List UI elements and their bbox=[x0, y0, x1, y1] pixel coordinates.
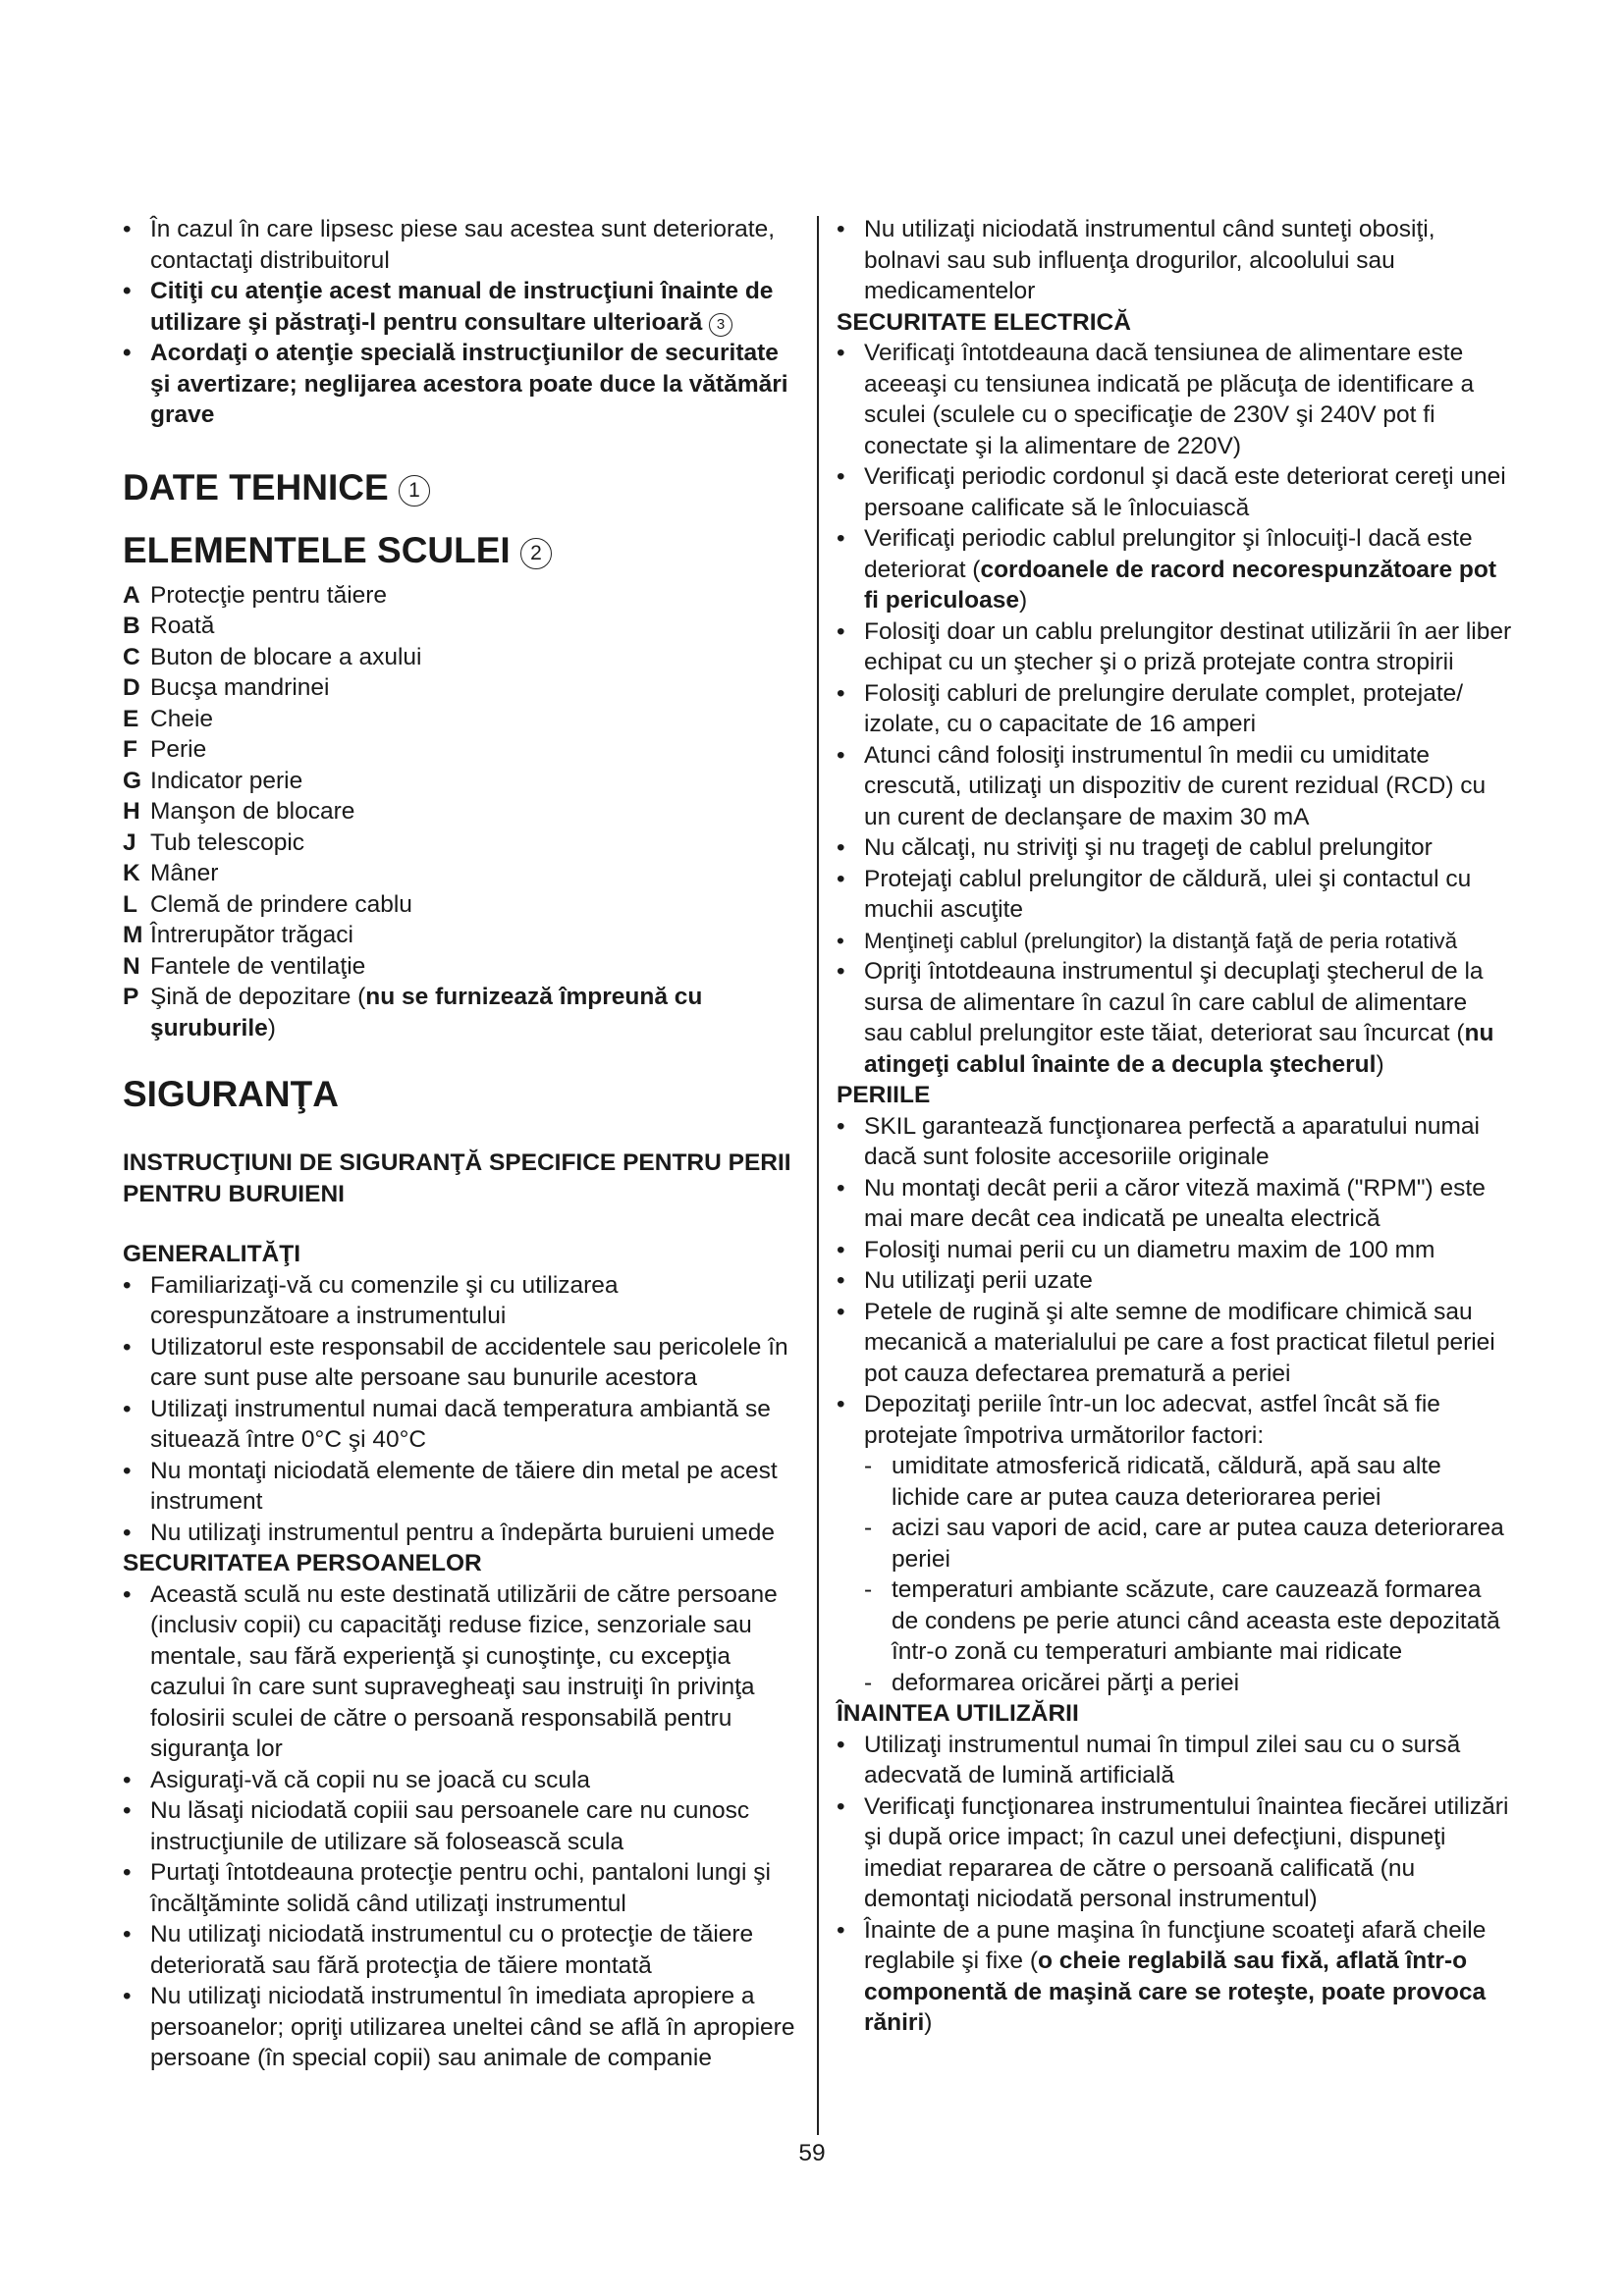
list-item: • Verificaţi periodic cordonul şi dacă este deteriorat cereţi unei persoane calificate să le înlocuiască bbox=[837, 461, 1512, 523]
list-item: • Nu utilizaţi niciodată instrumentul când sunteţi obosiţi, bolnavi sau sub influenţa drogurilor, alcoolului sau medicamentelor bbox=[837, 214, 1512, 307]
list-item: • Utilizaţi instrumentul numai în timpul zilei sau cu o sursă adecvată de lumină artificială bbox=[837, 1730, 1512, 1791]
before-use-heading: ÎNAINTEA UTILIZĂRII bbox=[837, 1700, 1079, 1727]
element-item: B Roată bbox=[123, 613, 215, 639]
element-item: F Perie bbox=[123, 736, 207, 763]
element-item: H Manşon de blocare bbox=[123, 798, 355, 825]
general-list bbox=[123, 1270, 800, 1549]
list-item: • Acordaţi o atenţie specială instrucţiunilor de securitate şi avertizare; neglijarea acestora poate duce la vătămări grave bbox=[123, 338, 800, 431]
list-item: • Nu lăsaţi niciodată copiii sau persoanele care nu cunosc instrucţiunile de utilizare să folosească scula bbox=[123, 1795, 800, 1857]
list-item: • Utilizaţi instrumentul numai dacă temperatura ambiantă se situează între 0°C şi 40°C bbox=[123, 1394, 800, 1456]
list-item: • Purtaţi întotdeauna protecţie pentru ochi, pantaloni lungi şi încălţăminte solidă când utilizaţi instrumentul bbox=[123, 1857, 800, 1919]
element-item: E Cheie bbox=[123, 705, 214, 732]
element-item: L Clemă de prindere cablu bbox=[123, 890, 412, 918]
element-item: K Mâner bbox=[123, 860, 219, 886]
personal-safety-list bbox=[123, 1579, 800, 2074]
right-column bbox=[837, 214, 1512, 2039]
list-item: • Petele de rugină şi alte semne de modificare chimică sau mecanică a materialului pe care a fost practicat filetul periei pot cauza defectarea prematură a periei bbox=[837, 1297, 1512, 1390]
list-item: • Această sculă nu este destinată utilizării de către persoane (inclusiv copii) cu capacităţi reduse fizice, senzoriale sau mentale, sau fără experienţă şi cunoştinţe, cu excepţia cazului în care sunt supravegheaţi sau instruiţi în privinţa folosirii sculei de către o persoană responsabilă pentru siguranţa lor bbox=[123, 1579, 800, 1765]
list-item: - acizi sau vapori de acid, care ar putea cauza deteriorarea periei bbox=[864, 1513, 1512, 1575]
list-item: • Înainte de a pune maşina în funcţiune scoateţi afară cheile reglabile şi fixe (o cheie reglabilă sau fixă, aflată într-o componentă de maşină care se roteşte, poate provoca răniri) bbox=[837, 1915, 1512, 2039]
list-item: • Citiţi cu atenţie acest manual de instrucţiuni înainte de utilizare şi păstraţi-l pentru consultare ulterioară 3 bbox=[123, 276, 800, 338]
element-item: D Bucşa mandrinei bbox=[123, 674, 330, 701]
list-item: • Folosiţi doar un cablu prelungitor destinat utilizării în aer liber echipat cu un ştecher şi o priză protejate contra stropirii bbox=[837, 616, 1512, 678]
list-item: • Verificaţi periodic cablul prelungitor şi înlocuiţi-l dacă este deteriorat (cordoanele de racord necorespunzătoare pot fi periculoase) bbox=[837, 523, 1512, 616]
safety-subheading: INSTRUCŢIUNI DE SIGURANŢĂ SPECIFICE PENTRU PERII PENTRU BURUIENI bbox=[123, 1149, 791, 1207]
list-item: • Verificaţi funcţionarea instrumentului înaintea fiecărei utilizări şi după orice impact; în cazul unei defecţiuni, dispuneţi imediat repararea de către o persoană calificată (nu demontaţi niciodată personal instrumentul) bbox=[837, 1791, 1512, 1915]
list-item: • În cazul în care lipsesc piese sau acestea sunt deteriorate, contactaţi distribuitorul bbox=[123, 214, 800, 276]
before-use-list bbox=[837, 1730, 1512, 2039]
list-item: • SKIL garantează funcţionarea perfectă a aparatului numai dacă sunt folosite accesoriile originale bbox=[837, 1111, 1512, 1173]
list-item: • Atunci când folosiţi instrumentul în medii cu umiditate crescută, utilizaţi un dispozitiv de curent rezidual (RCD) cu un curent de declanşare de maxim 30 mA bbox=[837, 740, 1512, 833]
safety-heading: SIGURANŢA bbox=[123, 1074, 339, 1114]
list-item: • Utilizatorul este responsabil de accidentele sau pericolele în care sunt puse alte persoane sau bunurile acestora bbox=[123, 1332, 800, 1394]
list-item: • Asiguraţi-vă că copii nu se joacă cu scula bbox=[123, 1765, 800, 1796]
figure-ref-badge: 1 bbox=[399, 475, 430, 507]
tool-elements-heading: ELEMENTELE SCULEI 2 bbox=[123, 529, 800, 572]
list-item: • Protejaţi cablul prelungitor de căldură, ulei şi contactul cu muchii ascuţite bbox=[837, 864, 1512, 926]
electrical-safety-list bbox=[837, 338, 1512, 1080]
intro-list bbox=[123, 214, 800, 431]
tool-elements-list bbox=[123, 580, 800, 1044]
brushes-list bbox=[837, 1111, 1512, 1452]
list-item: • Nu utilizaţi niciodată instrumentul în imediata apropiere a persoanelor; opriţi utilizarea uneltei când se află în apropiere persoane (în special copii) sau animale de companie bbox=[123, 1981, 800, 2074]
list-item: • Menţineţi cablul (prelungitor) la distanţă faţă de peria rotativă bbox=[837, 926, 1512, 957]
column-divider bbox=[817, 216, 819, 2135]
list-item: • Nu montaţi decât perii a căror viteză maximă ("RPM") este mai mare decât cea indicată pe unealta electrică bbox=[837, 1173, 1512, 1235]
element-item: A Protecţie pentru tăiere bbox=[123, 581, 388, 609]
element-item: C Buton de blocare a axului bbox=[123, 643, 422, 670]
list-item: • Folosiţi cabluri de prelungire derulate complet, protejate/ izolate, cu o capacitate de 16 amperi bbox=[837, 678, 1512, 740]
list-item: • Nu utilizaţi perii uzate bbox=[837, 1265, 1512, 1297]
list-item: • Nu utilizaţi instrumentul pentru a îndepărta buruieni umede bbox=[123, 1518, 800, 1549]
figure-ref-badge: 2 bbox=[520, 538, 552, 569]
list-item: - deformarea oricărei părţi a periei bbox=[864, 1668, 1512, 1699]
element-item: P Şină de depozitare (nu se furnizează împreună cu şuruburile) bbox=[123, 984, 703, 1041]
list-item: • Nu montaţi niciodată elemente de tăiere din metal pe acest instrument bbox=[123, 1456, 800, 1518]
brushes-heading: PERIILE bbox=[837, 1082, 931, 1108]
storage-factors-list bbox=[864, 1451, 1512, 1698]
list-item: • Opriţi întotdeauna instrumentul şi decuplaţi ştecherul de la sursa de alimentare în cazul în care cablul de alimentare sau cablul prelungitor este tăiat, deteriorat sau încurcat (nu atingeţi cablul înainte de a decupla ştecherul) bbox=[837, 956, 1512, 1080]
electrical-safety-heading: SECURITATE ELECTRICĂ bbox=[837, 308, 1131, 336]
general-heading: GENERALITĂŢI bbox=[123, 1241, 301, 1267]
left-column bbox=[123, 214, 800, 2074]
element-item: J Tub telescopic bbox=[123, 828, 305, 856]
page-number: 59 bbox=[798, 2140, 826, 2166]
list-item: • Nu utilizaţi niciodată instrumentul cu o protecţie de tăiere deteriorată sau fără protecţia de tăiere montată bbox=[123, 1919, 800, 1981]
element-item: M Întrerupător trăgaci bbox=[123, 922, 353, 948]
list-item: • Nu călcaţi, nu striviţi şi nu trageţi de cablul prelungitor bbox=[837, 832, 1512, 864]
list-item: • Familiarizaţi-vă cu comenzile şi cu utilizarea corespunzătoare a instrumentului bbox=[123, 1270, 800, 1332]
figure-ref-badge: 3 bbox=[709, 313, 732, 337]
list-item: • Verificaţi întotdeauna dacă tensiunea de alimentare este aceeaşi cu tensiunea indicată pe plăcuţa de identificare a sculei (sculele cu o specificaţie de 230V şi 240V pot fi conectate şi la alimentare de 220V) bbox=[837, 338, 1512, 461]
element-item: G Indicator perie bbox=[123, 767, 303, 794]
list-item: - umiditate atmosferică ridicată, căldură, apă sau alte lichide care ar putea cauza deteriorarea periei bbox=[864, 1451, 1512, 1513]
list-item: • Folosiţi numai perii cu un diametru maxim de 100 mm bbox=[837, 1235, 1512, 1266]
element-item: N Fantele de ventilaţie bbox=[123, 952, 366, 980]
tech-data-heading: DATE TEHNICE 1 bbox=[123, 466, 800, 509]
personal-safety-heading: SECURITATEA PERSOANELOR bbox=[123, 1550, 482, 1576]
list-item: • Depozitaţi periile într-un loc adecvat, astfel încât să fie protejate împotriva următorilor factori: bbox=[837, 1389, 1512, 1451]
top-list bbox=[837, 214, 1512, 307]
list-item: - temperaturi ambiante scăzute, care cauzează formarea de condens pe perie atunci când aceasta este depozitată într-o zonă cu temperaturi ambiante mai ridicate bbox=[864, 1575, 1512, 1668]
